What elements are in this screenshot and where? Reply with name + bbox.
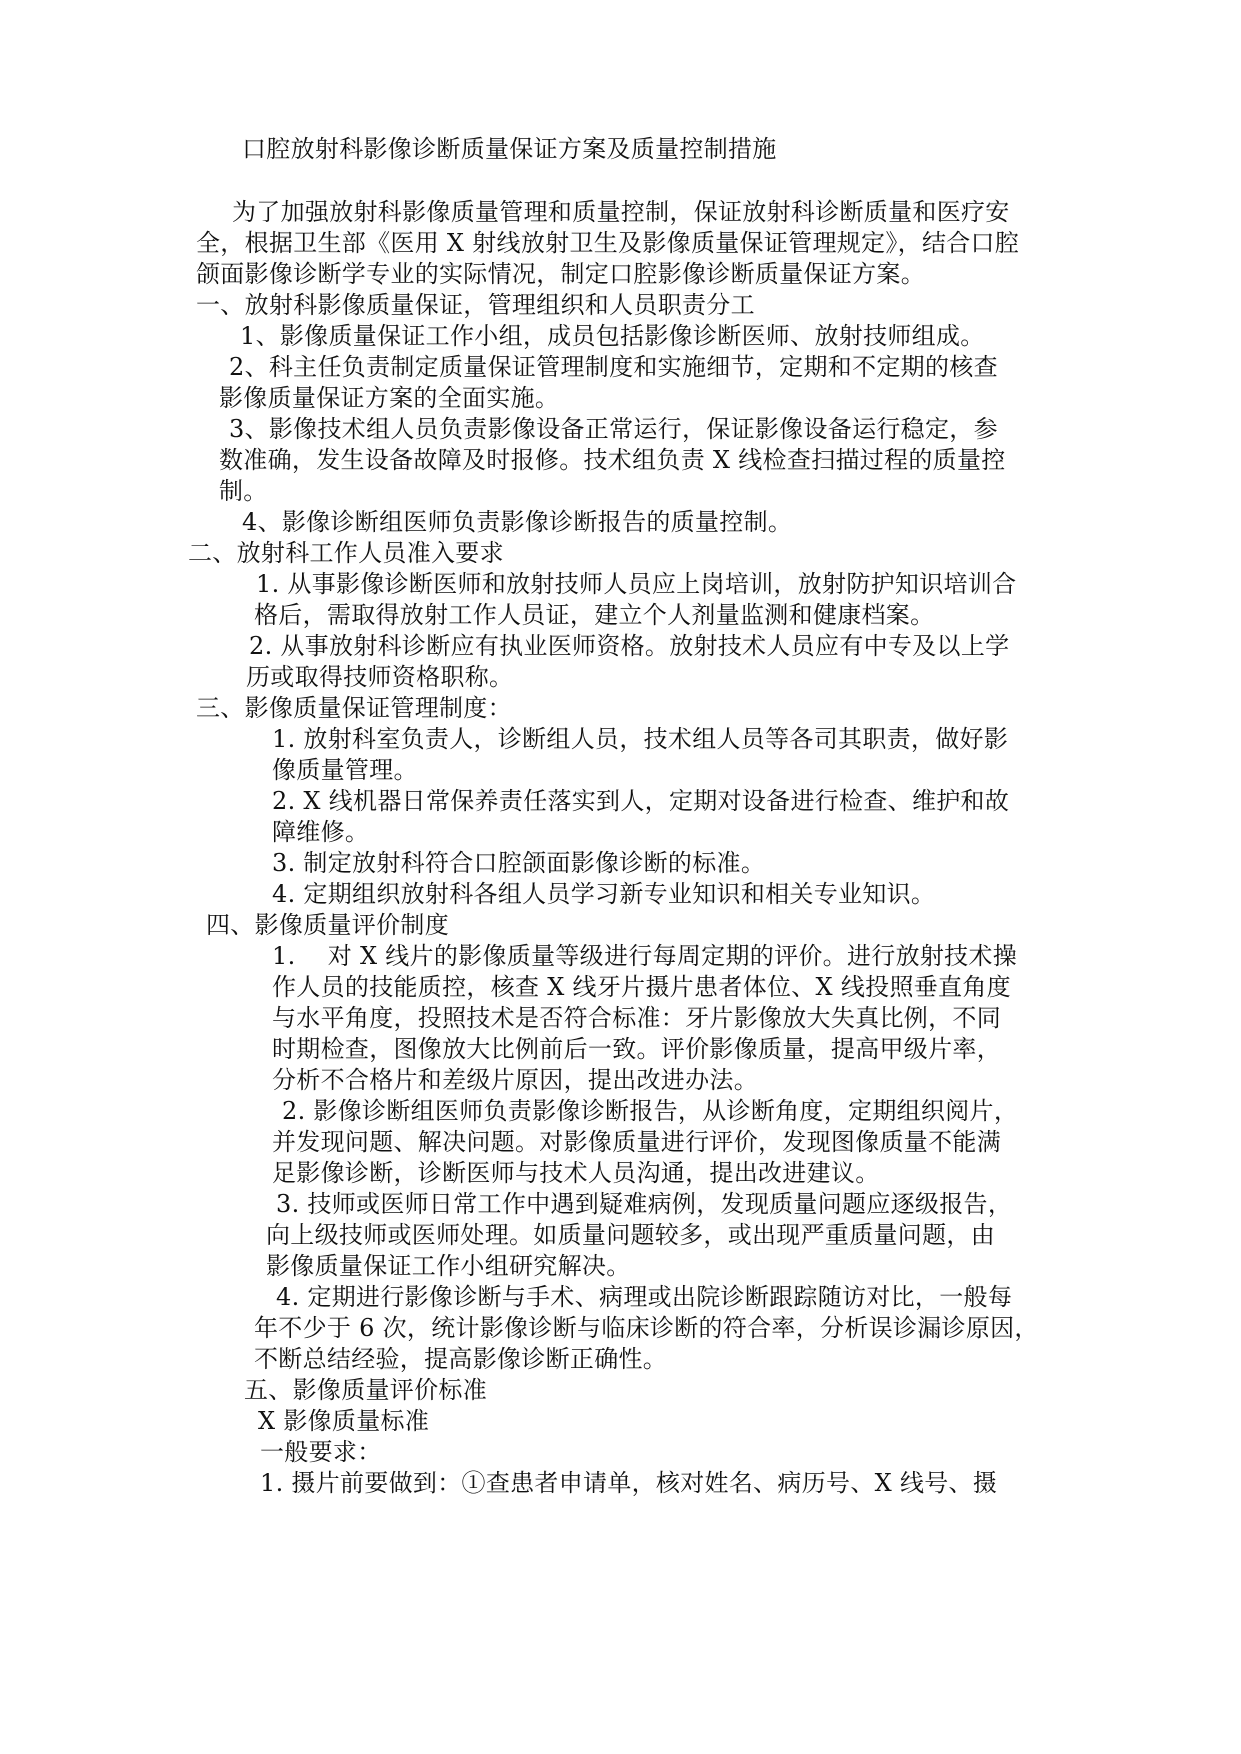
- paragraph-line: 全，根据卫生部《医用 X 射线放射卫生及影像质量保证管理规定》，结合口腔: [196, 229, 1020, 257]
- paragraph-line: 4. 定期组织放射科各组人员学习新专业知识和相关专业知识。: [272, 880, 936, 908]
- paragraph-line: 影像质量保证工作小组研究解决。: [266, 1252, 631, 1280]
- paragraph-line: 2. X 线机器日常保养责任落实到人，定期对设备进行检查、维护和故: [272, 787, 1010, 815]
- paragraph-line: 历或取得技师资格职称。: [246, 663, 514, 691]
- paragraph-line: 1. 放射科室负责人，诊断组人员，技术组人员等各司其职责，做好影: [272, 725, 1009, 753]
- paragraph-line: 2. 从事放射科诊断应有执业医师资格。放射技术人员应有中专及以上学: [249, 632, 1010, 660]
- paragraph-line: 数准确，发生设备故障及时报修。技术组负责 X 线检查扫描过程的质量控: [219, 446, 1006, 474]
- paragraph-line: 不断总结经验，提高影像诊断正确性。: [254, 1345, 668, 1373]
- paragraph-line: 格后，需取得放射工作人员证，建立个人剂量监测和健康档案。: [254, 601, 935, 629]
- paragraph-line: 足影像诊断，诊断医师与技术人员沟通，提出改进建议。: [272, 1159, 880, 1187]
- paragraph-line: 2、科主任负责制定质量保证管理制度和实施细节，定期和不定期的核查: [229, 353, 998, 381]
- paragraph-line: 4、影像诊断组医师负责影像诊断报告的质量控制。: [242, 508, 793, 536]
- document-title: 口腔放射科影像诊断质量保证方案及质量控制措施: [242, 135, 777, 163]
- section-heading: 三、影像质量保证管理制度：: [196, 694, 512, 722]
- paragraph-line: 4. 定期进行影像诊断与手术、病理或出院诊断跟踪随访对比，一般每: [276, 1283, 1013, 1311]
- paragraph-line: 向上级技师或医师处理。如质量问题较多，或出现严重质量问题，由: [266, 1221, 995, 1249]
- paragraph-line: 1. 对 X 线片的影像质量等级进行每周定期的评价。进行放射技术操: [272, 942, 1018, 970]
- paragraph-line: 分析不合格片和差级片原因，提出改进办法。: [272, 1066, 758, 1094]
- paragraph-line: 时期检查，图像放大比例前后一致。评价影像质量，提高甲级片率，: [272, 1035, 1001, 1063]
- paragraph-line: X 影像质量标准: [258, 1407, 430, 1435]
- paragraph-line: 一般要求：: [260, 1438, 382, 1466]
- section-heading: 二、放射科工作人员准入要求: [188, 539, 504, 567]
- paragraph-line: 1、影像质量保证工作小组，成员包括影像诊断医师、放射技师组成。: [240, 322, 985, 350]
- paragraph-line: 3. 制定放射科符合口腔颌面影像诊断的标准。: [272, 849, 766, 877]
- section-heading: 四、影像质量评价制度: [206, 911, 449, 939]
- paragraph-line: 像质量管理。: [272, 756, 418, 784]
- paragraph-line: 1. 摄片前要做到：①查患者申请单，核对姓名、病历号、X 线号、摄: [260, 1469, 998, 1497]
- paragraph-line: 颌面影像诊断学专业的实际情况，制定口腔影像诊断质量保证方案。: [196, 260, 925, 288]
- paragraph-line: 3. 技师或医师日常工作中遇到疑难病例，发现质量问题应逐级报告，: [276, 1190, 1013, 1218]
- paragraph-line: 2. 影像诊断组医师负责影像诊断报告，从诊断角度，定期组织阅片，: [282, 1097, 1019, 1125]
- section-heading: 五、影像质量评价标准: [244, 1376, 487, 1404]
- paragraph-line: 障维修。: [272, 818, 370, 846]
- paragraph-line: 并发现问题、解决问题。对影像质量进行评价，发现图像质量不能满: [272, 1128, 1001, 1156]
- section-heading: 一、放射科影像质量保证，管理组织和人员职责分工: [196, 291, 755, 319]
- paragraph-line: 年不少于 6 次，统计影像诊断与临床诊断的符合率，分析误诊漏诊原因，: [254, 1314, 1039, 1342]
- paragraph-line: 影像质量保证方案的全面实施。: [219, 384, 560, 412]
- paragraph-line: 3、影像技术组人员负责影像设备正常运行，保证影像设备运行稳定，参: [229, 415, 998, 443]
- paragraph-line: 制。: [219, 477, 268, 505]
- paragraph-line: 为了加强放射科影像质量管理和质量控制，保证放射科诊断质量和医疗安: [232, 198, 1010, 226]
- paragraph-line: 作人员的技能质控，核查 X 线牙片摄片患者体位、X 线投照垂直角度: [272, 973, 1011, 1001]
- paragraph-line: 1. 从事影像诊断医师和放射技师人员应上岗培训，放射防护知识培训合: [256, 570, 1017, 598]
- paragraph-line: 与水平角度，投照技术是否符合标准：牙片影像放大失真比例，不同: [272, 1004, 1001, 1032]
